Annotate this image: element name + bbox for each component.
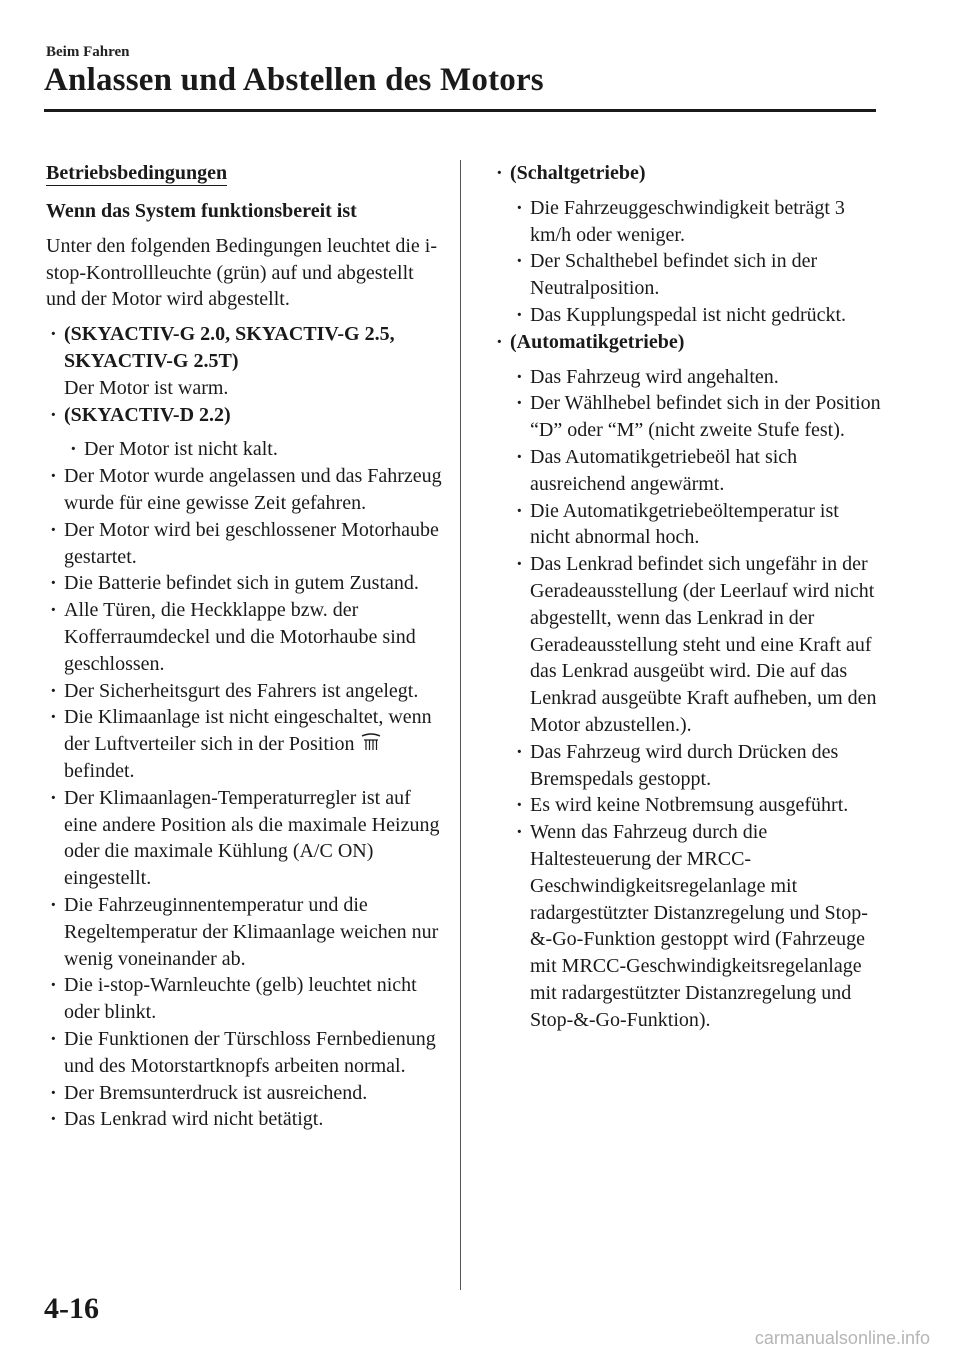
list-item: · Die Fahrzeuggeschwindigkeit beträgt 3 km/h oder weniger. (512, 195, 882, 249)
climate-list-item (46, 704, 446, 784)
skyactiv-d-item: · Der Motor ist nicht kalt. (66, 436, 446, 463)
list-item: · Das Fahrzeug wird durch Drücken des Bremspedals gestoppt. (512, 739, 882, 793)
list-item: · Die Automatikgetriebeöltemperatur ist nicht abnormal hoch. (512, 498, 882, 552)
list-item: · Das Kupplungspedal ist nicht gedrückt. (512, 302, 882, 329)
page-title: Anlassen und Abstellen des Motors (44, 62, 544, 98)
climate-text-after: befindet. (64, 759, 135, 782)
section-label: Beim Fahren (46, 44, 130, 60)
conditions-heading: Betriebsbedingungen (46, 162, 228, 184)
list-item: · Der Schalthebel befindet sich in der Neutralposition. (512, 248, 882, 302)
list-item: · Das Automatikgetriebeöl hat sich ausreichend angewärmt. (512, 444, 882, 498)
list-item: · Der Klimaanlagen-Temperaturregler ist auf eine andere Position als die maximale Heizung oder die maximale Kühlung (A/C ON) eingestellt. (46, 785, 446, 892)
skyactiv-g-text: Der Motor ist warm. (64, 376, 229, 399)
defroster-icon (359, 732, 383, 752)
list-item: · Der Bremsunterdruck ist ausreichend. (46, 1080, 446, 1107)
manual-transmission-label: · (Schaltgetriebe) (492, 160, 882, 187)
column-divider (460, 160, 461, 1290)
page-number: 4-16 (44, 1292, 99, 1325)
list-item: · Die Funktionen der Türschloss Fernbedienung und des Motorstartknopfs arbeiten normal. (46, 1026, 446, 1080)
list-item: · Wenn das Fahrzeug durch die Haltesteuerung der MRCC-Geschwindigkeitsregelanlage mit radargestützter Distanzregelung und Stop-&-Go-Funktion gestoppt wird (Fahrzeuge mit MRCC-Geschwindigkeitsregelanlage mit radargestützter Distanzregelung und Stop-&-Go-Funktion). (512, 819, 882, 1033)
title-rule (44, 109, 876, 112)
skyactiv-d-label: · (SKYACTIV-D 2.2) (46, 402, 446, 429)
list-item: · Der Sicherheitsgurt des Fahrers ist angelegt. (46, 678, 446, 705)
list-item: · Es wird keine Notbremsung ausgeführt. (512, 792, 882, 819)
ready-subheading: Wenn das System funktionsbereit ist (46, 200, 357, 222)
intro-paragraph: Unter den folgenden Bedingungen leuchtet die i-stop-Kontrollleuchte (grün) auf und abgestellt und der Motor wird abgestellt. (46, 234, 437, 311)
list-item: · Der Motor wurde angelassen und das Fahrzeug wurde für eine gewisse Zeit gefahren. (46, 463, 446, 517)
list-item: · Das Lenkrad wird nicht betätigt. (46, 1106, 446, 1133)
list-item: · Die Batterie befindet sich in gutem Zustand. (46, 570, 446, 597)
watermark: carmanualsonline.info (754, 1328, 930, 1348)
climate-text-before: Die Klimaanlage ist nicht eingeschaltet, wenn der Luftverteiler sich in der Position (64, 706, 432, 756)
list-item: · Das Lenkrad befindet sich ungefähr in der Geradeausstellung (der Leerlauf wird nicht abgestellt, wenn das Lenkrad in der Geradeausstellung steht und eine Kraft auf das Lenkrad ausgeübt wird. Die auf das Lenkrad ausgeübte Kraft aufheben, um den Motor abzustellen.). (512, 551, 882, 739)
left-column (46, 160, 446, 1133)
list-item: · Alle Türen, die Heckklappe bzw. der Kofferraumdeckel und die Motorhaube sind geschlossen. (46, 597, 446, 677)
skyactiv-g-label: · (SKYACTIV-G 2.0, SKYACTIV-G 2.5, SKYACTIV-G 2.5T) (46, 321, 446, 375)
list-item: · Die i-stop-Warnleuchte (gelb) leuchtet nicht oder blinkt. (46, 972, 446, 1026)
automatic-transmission-label: · (Automatikgetriebe) (492, 329, 882, 356)
right-column (492, 160, 882, 1034)
list-item: · Der Wählhebel befindet sich in der Position “D” oder “M” (nicht zweite Stufe fest). (512, 390, 882, 444)
list-item: · Die Fahrzeuginnentemperatur und die Regeltemperatur der Klimaanlage weichen nur wenig voneinander ab. (46, 892, 446, 972)
list-item: · Das Fahrzeug wird angehalten. (512, 364, 882, 391)
list-item: · Der Motor wird bei geschlossener Motorhaube gestartet. (46, 517, 446, 571)
